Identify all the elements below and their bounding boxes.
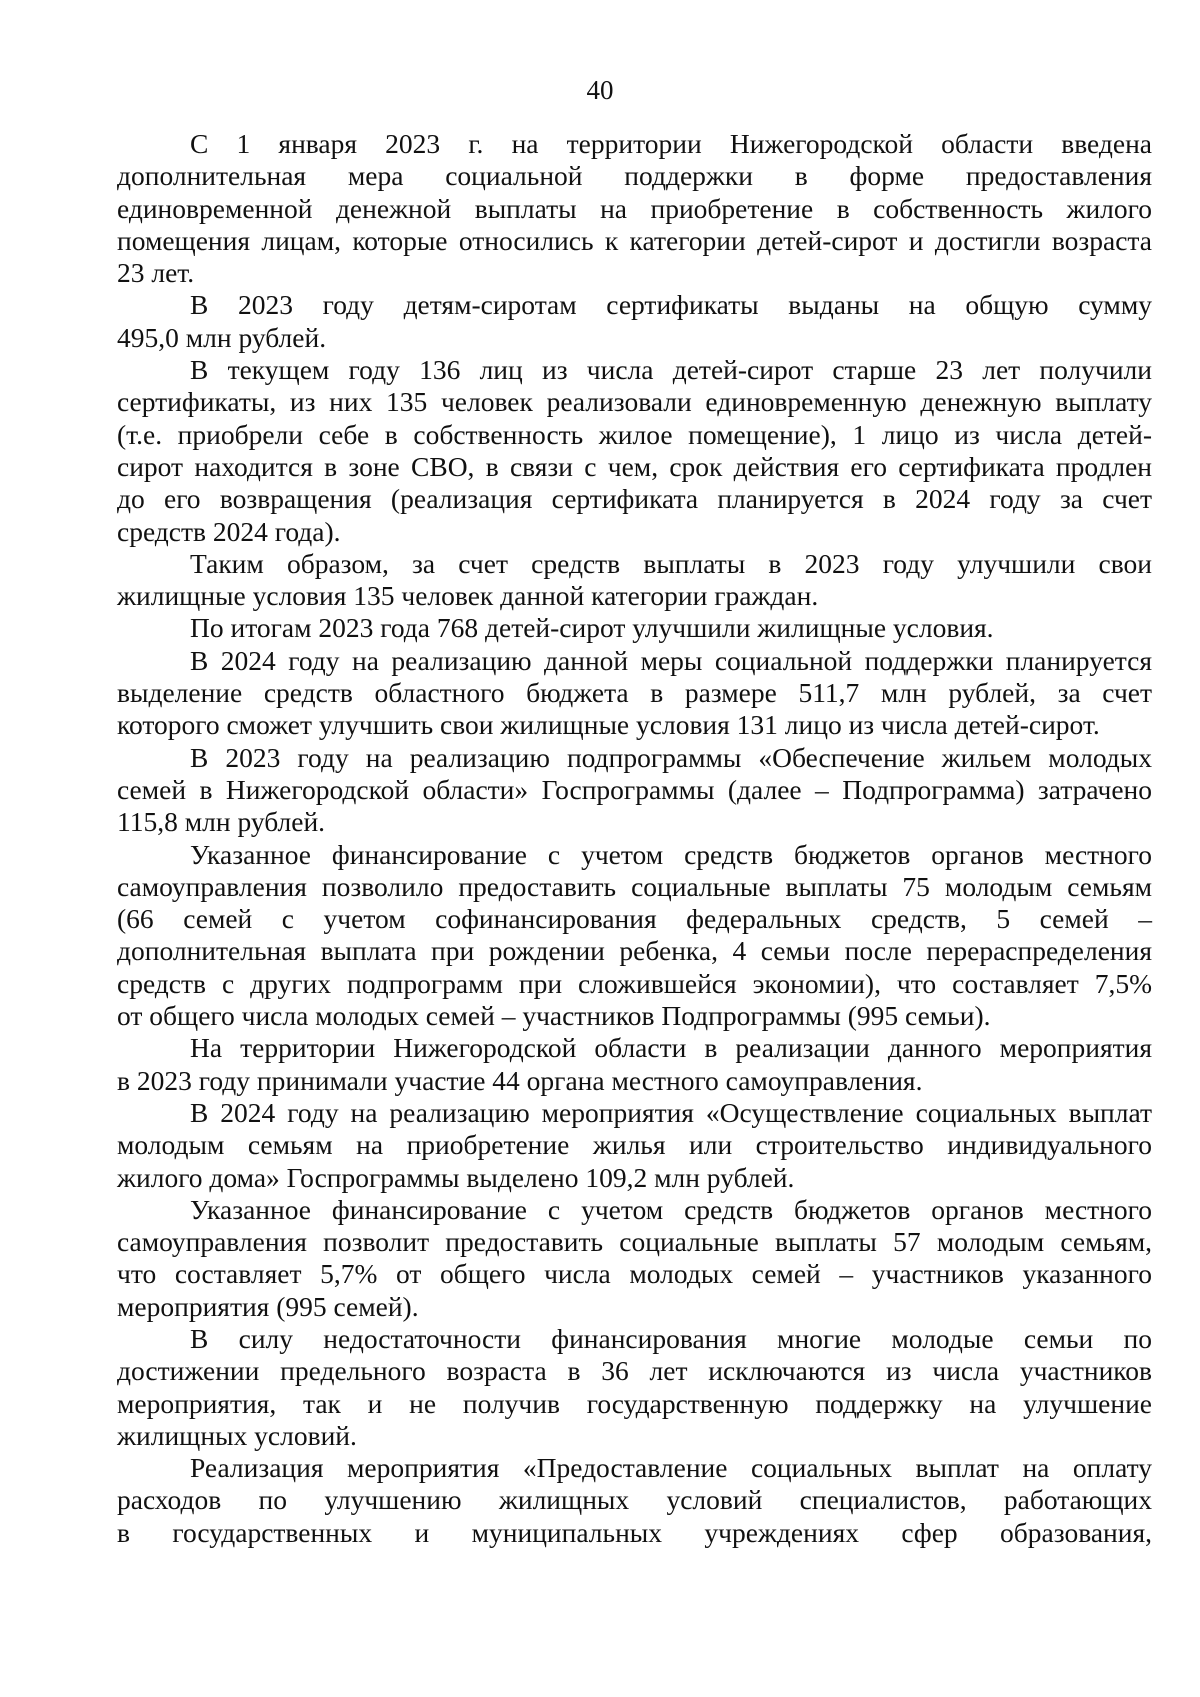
text-line: Указанное финансирование с учетом средств бюджетов органов местного [190, 838, 1152, 870]
text-line: мероприятия (995 семей). [117, 1290, 419, 1322]
paragraph [117, 1452, 1152, 1549]
text-line: молодым семьям на приобретение жилья или строительство индивидуального [117, 1129, 1152, 1161]
text-line: семей в Нижегородской области» Госпрограммы (далее – Подпрограмма) затрачено [117, 773, 1152, 805]
text-line: сертификаты, из них 135 человек реализовали единовременную денежную выплату [117, 386, 1152, 418]
text-line: средств с других подпрограмм при сложившейся экономии), что составляет 7,5% [117, 967, 1152, 999]
text-line: в 2023 году принимали участие 44 органа местного самоуправления. [117, 1064, 923, 1096]
text-line: выделение средств областного бюджета в размере 511,7 млн рублей, за счет [117, 677, 1152, 709]
paragraph [117, 645, 1152, 742]
text-line: жилищных условий. [117, 1419, 357, 1451]
text-line: сирот находится в зоне СВО, в связи с чем, срок действия его сертификата продлен [117, 450, 1152, 482]
text-line: 495,0 млн рублей. [117, 321, 327, 353]
text-line: В силу недостаточности финансирования многие молодые семьи по [190, 1322, 1152, 1354]
text-line: мероприятия, так и не получив государственную поддержку на улучшение [117, 1387, 1152, 1419]
text-line: Реализация мероприятия «Предоставление социальных выплат на оплату [190, 1452, 1152, 1484]
text-line: от общего числа молодых семей – участников Подпрограммы (995 семьи). [117, 1000, 991, 1032]
paragraph [117, 1194, 1152, 1323]
text-line: дополнительная выплата при рождении ребенка, 4 семьи после перераспределения [117, 935, 1152, 967]
text-line: В 2024 году на реализацию мероприятия «Осуществление социальных выплат [190, 1096, 1152, 1128]
page-number: 40 [586, 75, 614, 105]
text-line: самоуправления позволило предоставить социальные выплаты 75 молодым семьям [117, 870, 1152, 902]
text-line: В 2023 году на реализацию подпрограммы «Обеспечение жильем молодых [190, 741, 1152, 773]
text-line: В текущем году 136 лиц из числа детей-сирот старше 23 лет получили [190, 354, 1152, 386]
paragraph [117, 548, 1152, 613]
paragraph [117, 354, 1152, 548]
text-line: расходов по улучшению жилищных условий специалистов, работающих [117, 1484, 1152, 1516]
text-line: В 2024 году на реализацию данной меры социальной поддержки планируется [190, 644, 1152, 676]
text-line: в государственных и муниципальных учреждениях сфер образования, [117, 1516, 1152, 1548]
text-line: (66 семей с учетом софинансирования федеральных средств, 5 семей – [117, 903, 1152, 935]
text-line: дополнительная мера социальной поддержки в форме предоставления [117, 160, 1152, 192]
paragraph [117, 1032, 1152, 1097]
text-line: жилищные условия 135 человек данной категории граждан. [117, 580, 819, 612]
text-line: 23 лет. [117, 257, 195, 289]
text-line: жилого дома» Госпрограммы выделено 109,2 млн рублей. [117, 1161, 795, 1193]
text-line: С 1 января 2023 г. на территории Нижегородской области введена [190, 128, 1152, 159]
paragraph [117, 612, 1152, 644]
paragraph [117, 1323, 1152, 1452]
text-line: самоуправления позволит предоставить социальные выплаты 57 молодым семьям, [117, 1226, 1152, 1258]
text-line: (т.е. приобрели себе в собственность жилое помещение), 1 лицо из числа детей- [117, 418, 1152, 450]
paragraph [117, 128, 1152, 289]
text-line: до его возвращения (реализация сертификата планируется в 2024 году за счет [117, 483, 1152, 515]
text-line: На территории Нижегородской области в реализации данного мероприятия [190, 1032, 1152, 1064]
text-line: что составляет 5,7% от общего числа молодых семей – участников указанного [117, 1258, 1152, 1290]
text-line: В 2023 году детям-сиротам сертификаты выданы на общую сумму [190, 289, 1152, 321]
text-line: которого сможет улучшить свои жилищные условия 131 лицо из числа детей-сирот. [117, 709, 1100, 741]
text-line: 115,8 млн рублей. [117, 806, 326, 838]
text-line: средств 2024 года). [117, 515, 341, 547]
text-line: помещения лицам, которые относились к категории детей-сирот и достигли возраста [117, 224, 1152, 256]
paragraph [117, 742, 1152, 839]
paragraph [117, 839, 1152, 1033]
text-line: достижении предельного возраста в 36 лет исключаются из числа участников [117, 1355, 1152, 1387]
paragraph [117, 1097, 1152, 1194]
text-line: По итогам 2023 года 768 детей-сирот улучшили жилищные условия. [190, 612, 994, 644]
document-body [117, 128, 1152, 1549]
paragraph [117, 289, 1152, 354]
text-line: Указанное финансирование с учетом средств бюджетов органов местного [190, 1193, 1152, 1225]
text-line: Таким образом, за счет средств выплаты в 2023 году улучшили свои [190, 547, 1152, 579]
text-line: единовременной денежной выплаты на приобретение в собственность жилого [117, 192, 1152, 224]
